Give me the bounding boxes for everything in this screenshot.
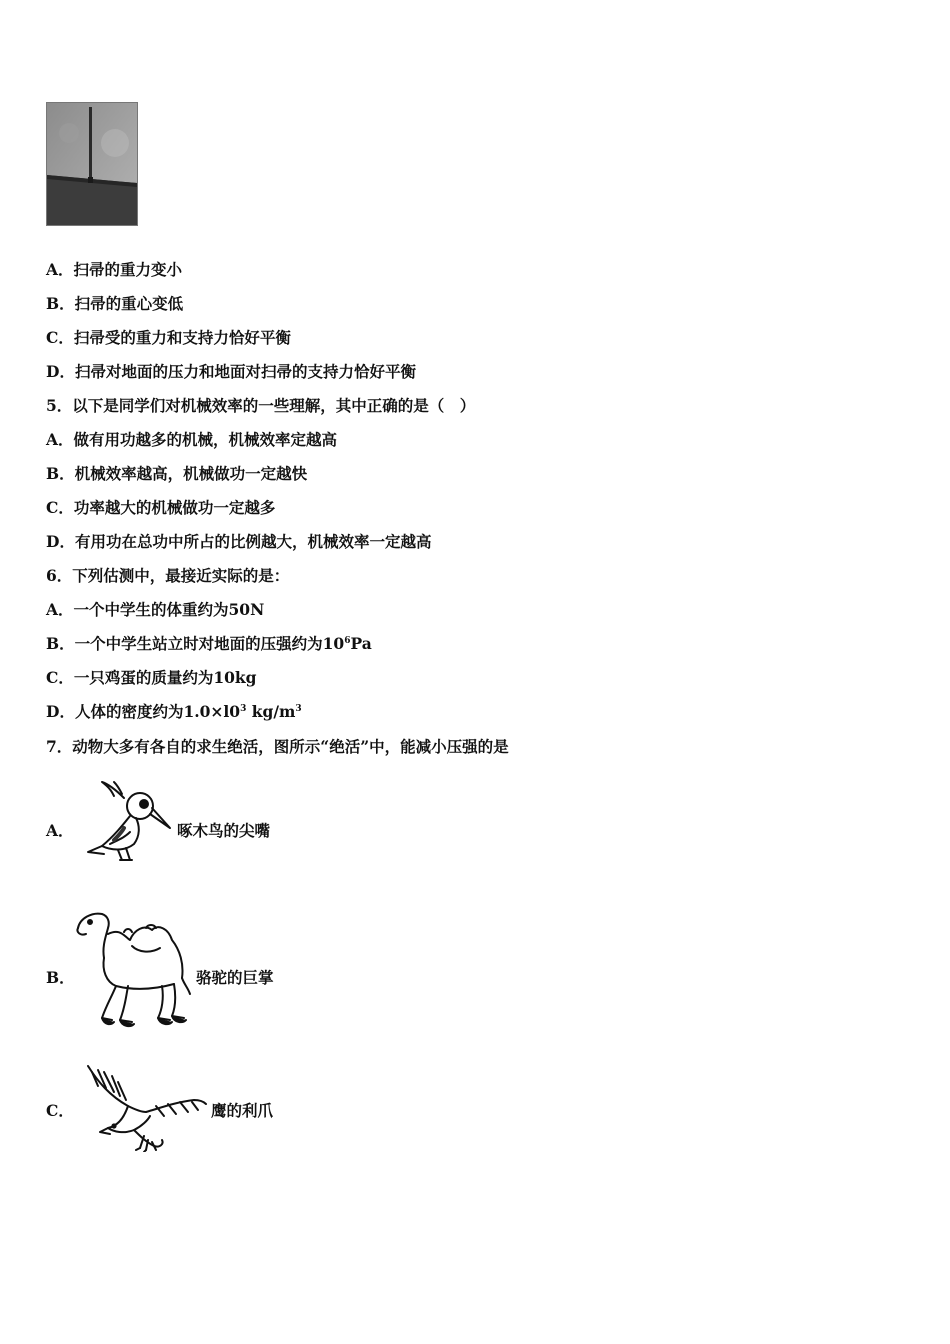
exponent: 3 (240, 704, 247, 714)
q6-option-d-text: D．人体的密度约为1.0×l0 (46, 702, 241, 721)
q7-option-c-label: C． (46, 1101, 74, 1120)
q6-stem: 6．下列估测中，最接近实际的是： (46, 566, 290, 585)
q6-option-d (46, 702, 302, 722)
broom-image (47, 103, 137, 225)
q5-option-b: B．机械效率越高，机械做功一定越快 (46, 464, 308, 483)
exponent: 3 (295, 704, 302, 714)
q6-option-b-text: B．一个中学生站立时对地面的压强约为10 (46, 634, 345, 653)
q7-option-b-label: B． (46, 968, 75, 987)
broom-photo (46, 102, 138, 226)
eagle-icon (84, 1062, 208, 1152)
q6-option-c: C．一只鸡蛋的质量约为10kg (46, 668, 257, 687)
q7-option-c-caption: 鹰的利爪 (211, 1101, 274, 1120)
q7-option-a-caption: 啄木鸟的尖嘴 (177, 821, 271, 840)
woodpecker-icon (84, 780, 174, 864)
woodpecker-figure (84, 780, 174, 864)
camel-icon (72, 906, 194, 1032)
unit-text: kg/m (246, 702, 296, 721)
q4-option-a: A．扫帚的重力变小 (46, 260, 183, 279)
camel-figure (72, 906, 194, 1032)
q6-option-a: A．一个中学生的体重约为50N (46, 600, 265, 619)
q4-option-b: B．扫帚的重心变低 (46, 294, 184, 313)
unit-text: Pa (350, 634, 372, 653)
q7-stem: 7．动物大多有各自的求生绝活，图所示“绝活”中，能减小压强的是 (46, 737, 509, 756)
q6-option-b (46, 634, 372, 654)
q7-option-a-label: A． (46, 821, 74, 840)
q5-option-a: A．做有用功越多的机械，机械效率定越高 (46, 430, 338, 449)
q7-option-b-caption: 骆驼的巨掌 (196, 968, 274, 987)
exponent: 6 (344, 636, 351, 646)
q4-option-c: C．扫帚受的重力和支持力恰好平衡 (46, 328, 291, 347)
q5-stem: 5．以下是同学们对机械效率的一些理解，其中正确的是（ ） (46, 396, 476, 415)
q4-option-d: D．扫帚对地面的压力和地面对扫帚的支持力恰好平衡 (46, 362, 416, 381)
q5-option-d: D．有用功在总功中所占的比例越大，机械效率一定越高 (46, 532, 432, 551)
q5-option-c: C．功率越大的机械做功一定越多 (46, 498, 276, 517)
eagle-figure (84, 1062, 208, 1152)
